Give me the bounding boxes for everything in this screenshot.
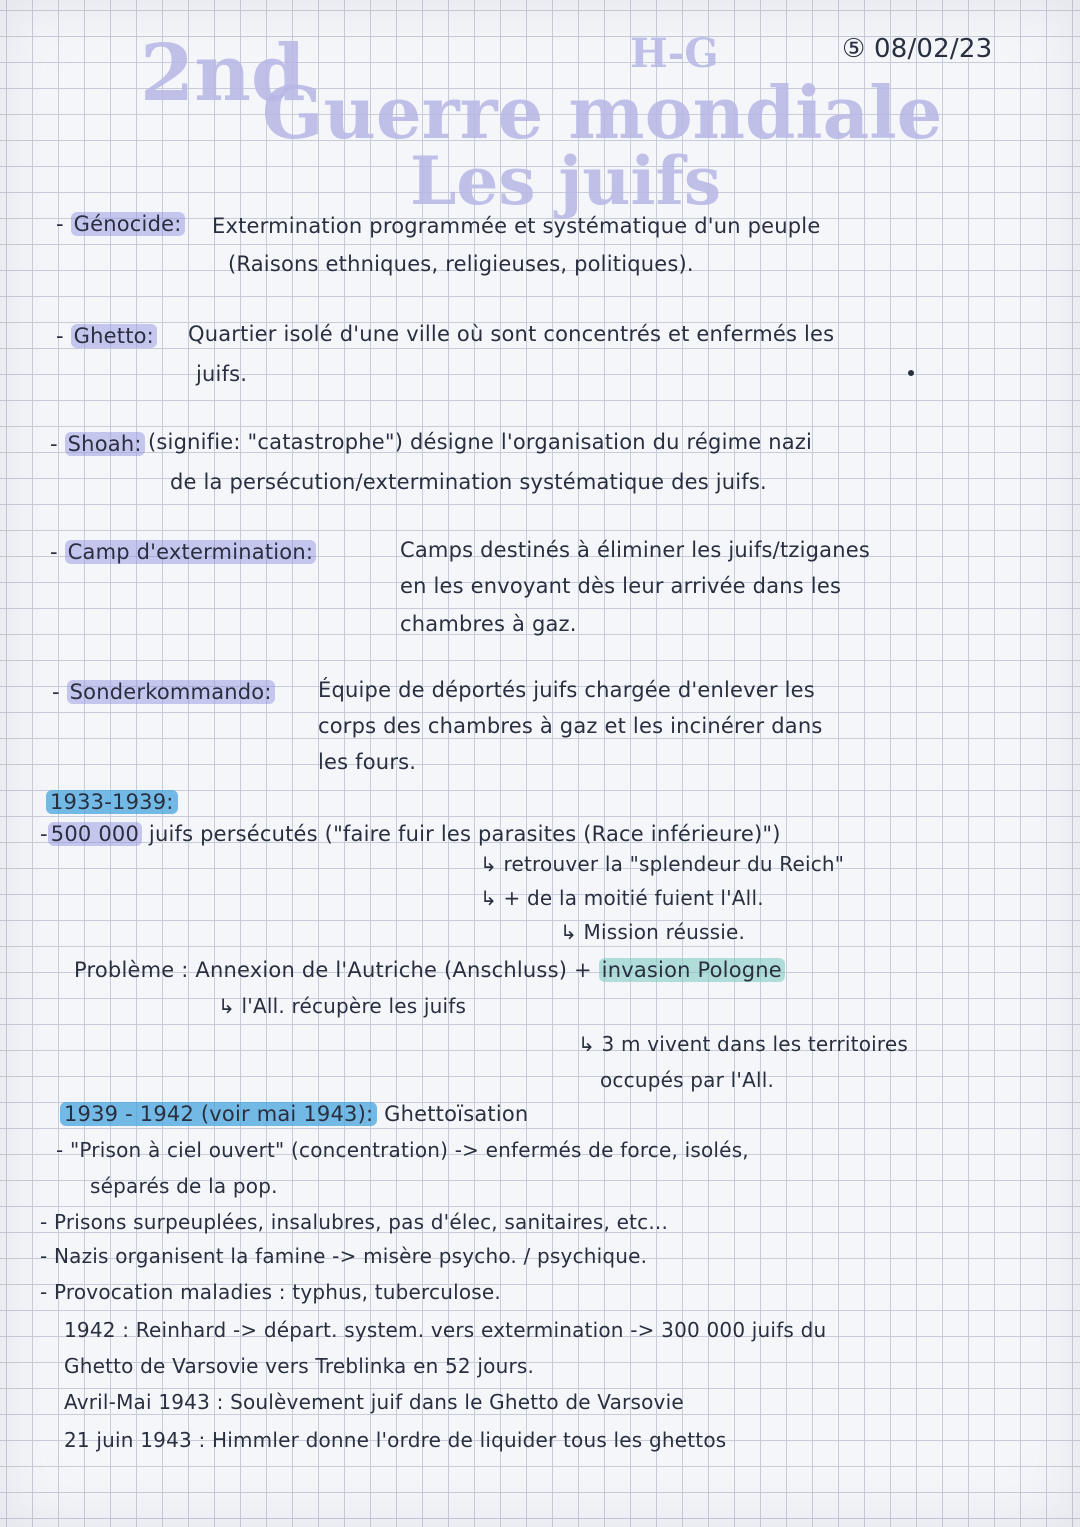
definition-camp-text2: en les envoyant dès leur arrivée dans les — [400, 574, 842, 598]
period1-arrow2: ↳ + de la moitié fuient l'All. — [480, 886, 764, 910]
period2-heading: 1939 - 1942 (voir mai 1943): Ghettoïsation — [60, 1102, 528, 1126]
page-title-line2: Les juifs — [410, 142, 722, 220]
page-title-line1: Guerre mondiale — [262, 70, 943, 155]
period1-heading: 1933-1939: — [46, 790, 178, 814]
definition-sonderkommando-text: Équipe de déportés juifs chargée d'enlever les — [318, 678, 815, 702]
period2-line: - "Prison à ciel ouvert" (concentration) -> enfermés de force, isolés, — [56, 1138, 749, 1162]
period2-line: - Nazis organisent la famine -> misère psycho. / psychique. — [40, 1244, 648, 1268]
definition-shoah-term: - Shoah: — [50, 432, 145, 456]
period2-line: Ghetto de Varsovie vers Treblinka en 52 jours. — [64, 1354, 535, 1378]
period1-arrow3: ↳ Mission réussie. — [560, 920, 746, 944]
definition-ghetto-text2: juifs. — [196, 362, 248, 386]
pen-dot — [908, 370, 914, 376]
period2-line: séparés de la pop. — [90, 1174, 278, 1198]
definition-ghetto-term: - Ghetto: — [56, 324, 157, 348]
period2-line: Avril-Mai 1943 : Soulèvement juif dans le Ghetto de Varsovie — [64, 1390, 684, 1414]
date-label: ⑤ 08/02/23 — [842, 34, 993, 64]
period2-line: 21 juin 1943 : Himmler donne l'ordre de liquider tous les ghettos — [64, 1428, 727, 1452]
definition-sonderkommando-text2: corps des chambres à gaz et les incinérer dans — [318, 714, 823, 738]
definition-sonderkommando-term: - Sonderkommando: — [52, 680, 275, 704]
problem-arrow2b: occupés par l'All. — [600, 1068, 775, 1092]
subject-label: H-G — [630, 30, 719, 77]
problem-line: Problème : Annexion de l'Autriche (Anschluss) + invasion Pologne — [74, 958, 785, 982]
definition-sonderkommando-text3: les fours. — [318, 750, 417, 774]
problem-arrow: ↳ l'All. récupère les juifs — [218, 994, 467, 1018]
problem-arrow2: ↳ 3 m vivent dans les territoires — [578, 1032, 909, 1056]
period2-line: - Prisons surpeuplées, insalubres, pas d'élec, sanitaires, etc... — [40, 1210, 669, 1234]
definition-camp-text3: chambres à gaz. — [400, 612, 577, 636]
definition-genocide-text: Extermination programmée et systématique d'un peuple — [212, 214, 821, 238]
definition-genocide-text2: (Raisons ethniques, religieuses, politiques). — [228, 252, 694, 276]
definition-ghetto-text: Quartier isolé d'une ville où sont concentrés et enfermés les — [188, 322, 835, 346]
definition-genocide-term: - Génocide: — [56, 212, 185, 236]
period1-arrow1: ↳ retrouver la "splendeur du Reich" — [480, 852, 845, 876]
period2-line: 1942 : Reinhard -> départ. system. vers extermination -> 300 000 juifs du — [64, 1318, 827, 1342]
period2-line: - Provocation maladies : typhus, tuberculose. — [40, 1280, 501, 1304]
definition-shoah-text2: de la persécution/extermination systématique des juifs. — [170, 470, 767, 494]
definition-camp-term: - Camp d'extermination: — [50, 540, 316, 564]
definition-camp-text: Camps destinés à éliminer les juifs/tziganes — [400, 538, 871, 562]
grade-label: 2nd — [140, 28, 306, 119]
period1-line1: - 500 000 juifs persécutés ("faire fuir les parasites (Race inférieure)") — [40, 822, 781, 846]
definition-shoah-text: (signifie: "catastrophe") désigne l'organisation du régime nazi — [148, 430, 813, 454]
